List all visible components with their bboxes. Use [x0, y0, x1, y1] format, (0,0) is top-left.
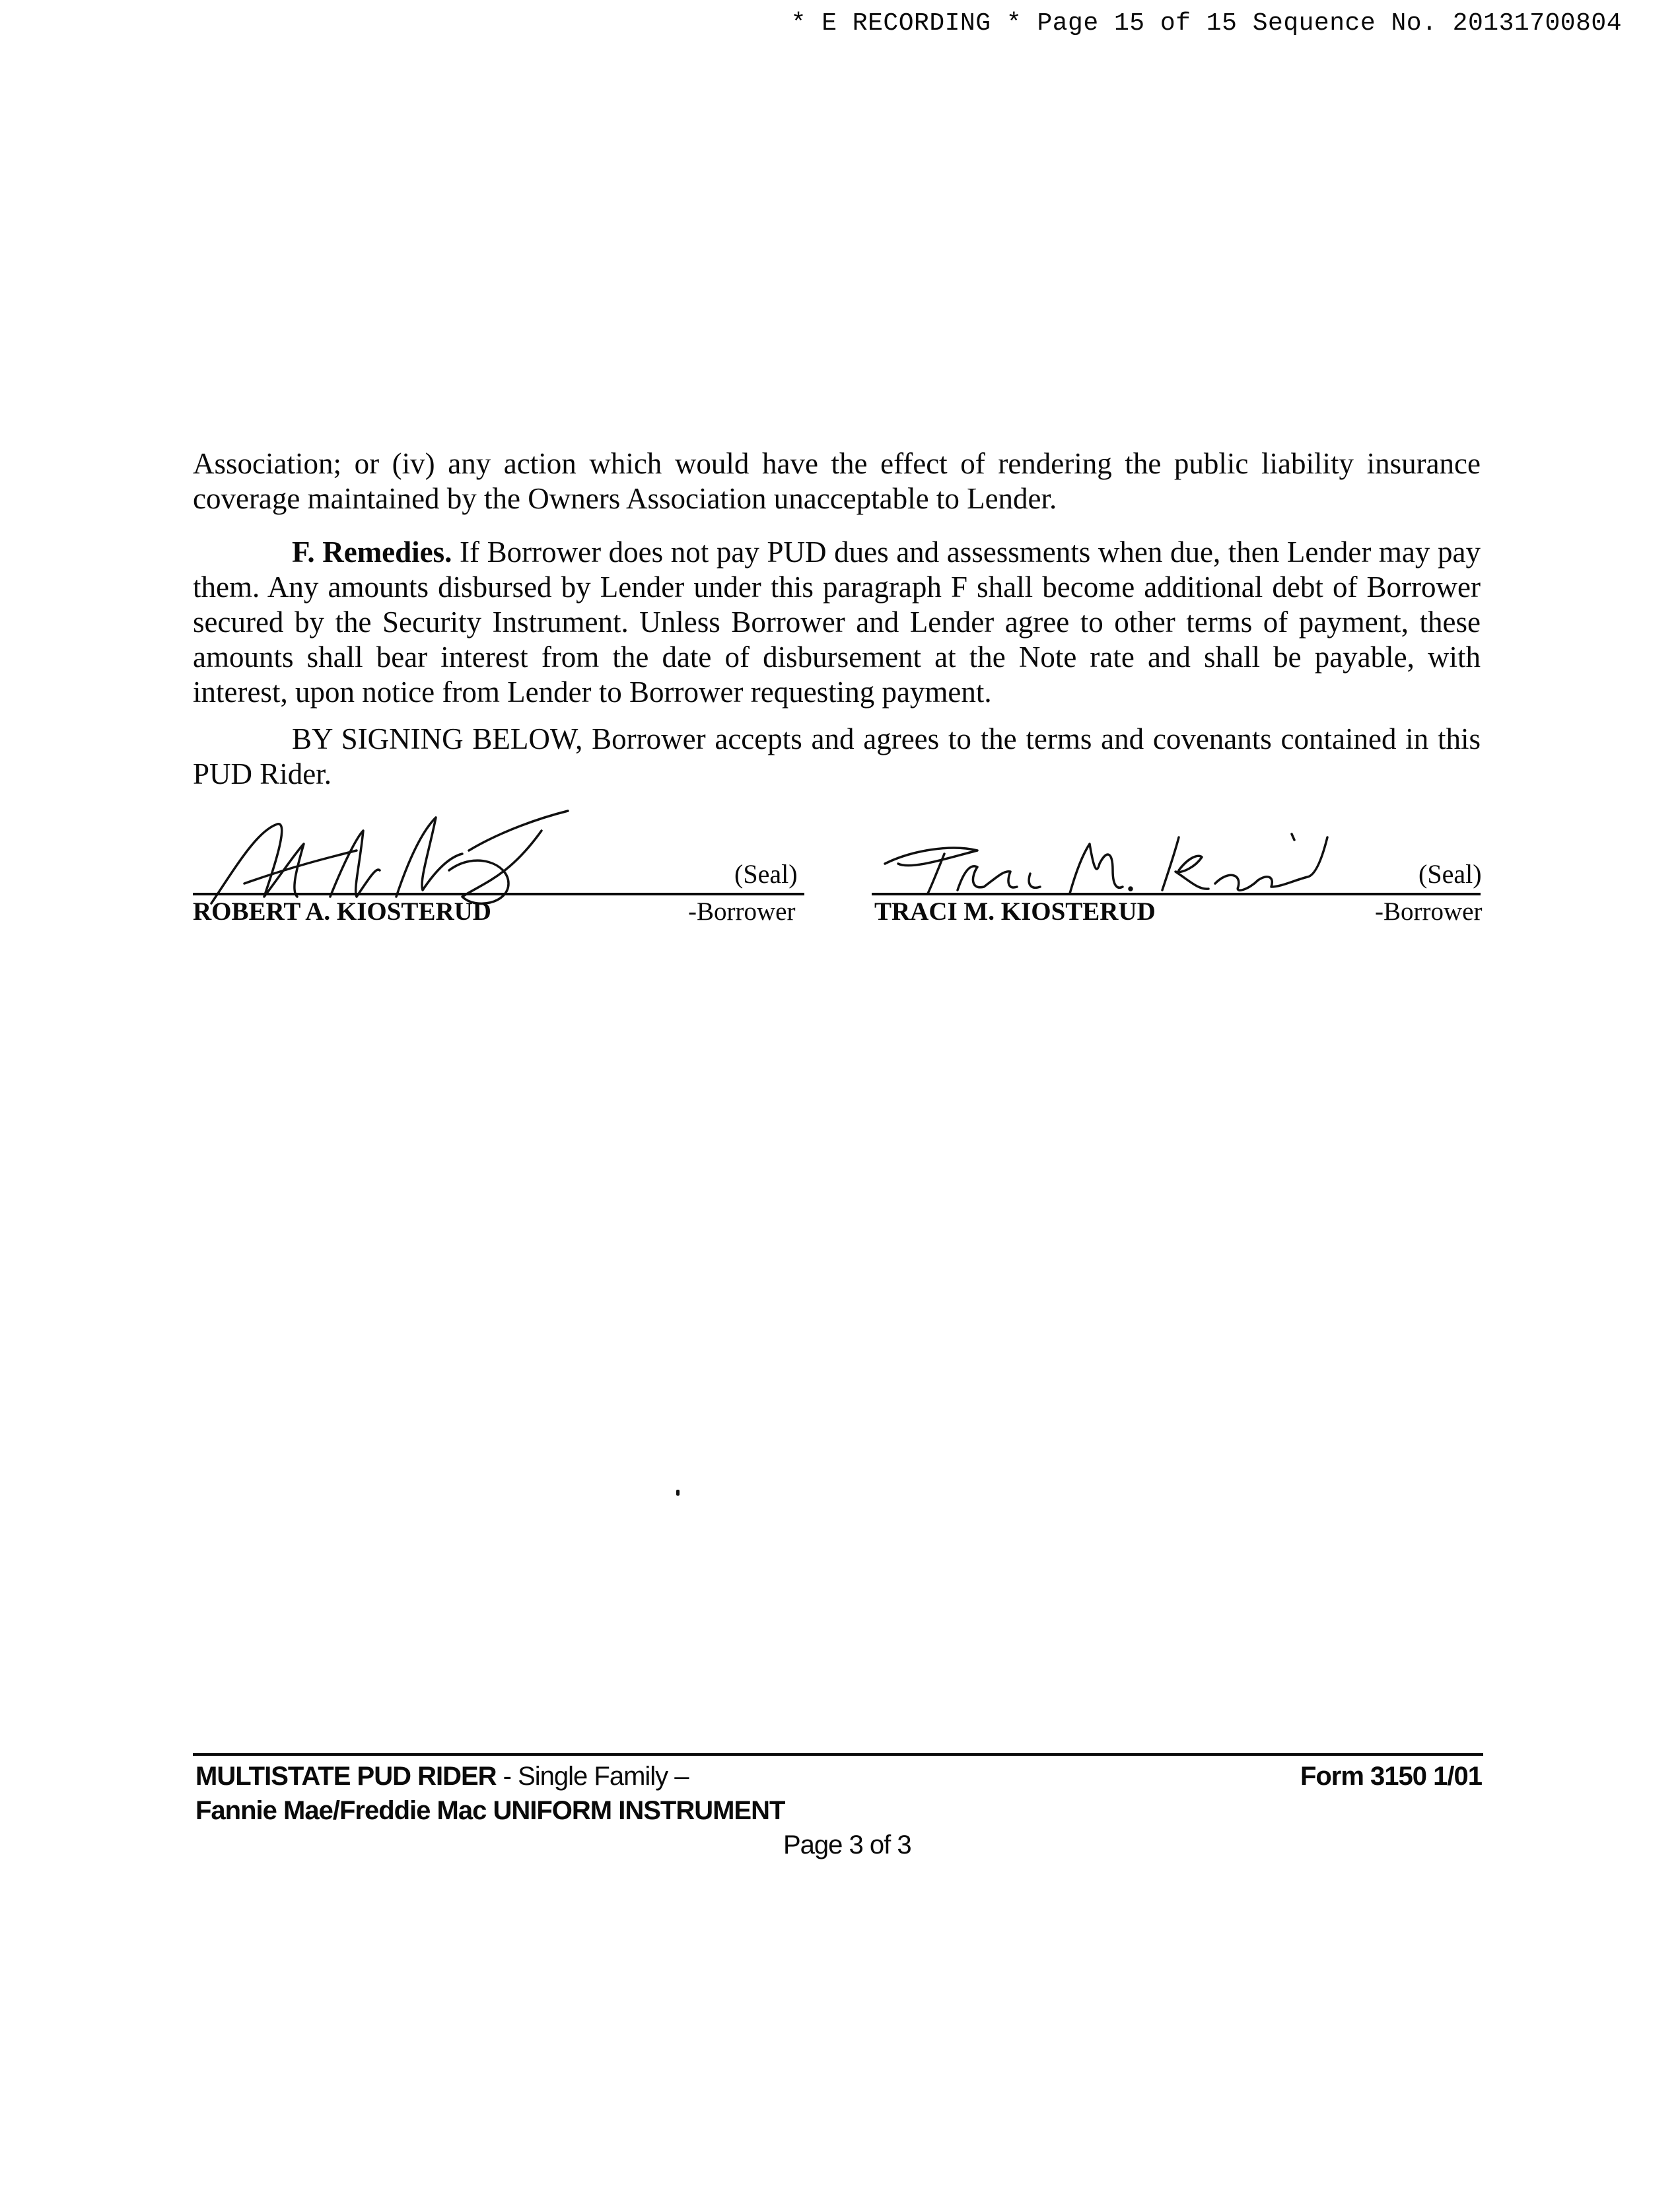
signature-line-right — [872, 893, 1481, 895]
footer-rule — [193, 1753, 1483, 1756]
remedies-heading: F. Remedies. — [292, 536, 452, 569]
seal-label-right: (Seal) — [1418, 859, 1482, 889]
borrower-name-left: ROBERT A. KIOSTERUD — [193, 897, 491, 926]
footer-subtitle: Fannie Mae/Freddie Mac UNIFORM INSTRUMENT — [195, 1796, 785, 1825]
handwritten-signature-right — [872, 824, 1347, 903]
footer-title-regular: - Single Family – — [496, 1762, 689, 1791]
paragraph-association: Association; or (iv) any action which would have the effect of rendering the public liability insurance coverage maintained by the Owners Association unacceptable to Lender. — [193, 447, 1481, 515]
paragraph-remedies — [193, 535, 1481, 710]
signature-line-left — [193, 893, 804, 895]
footer-title-bold: MULTISTATE PUD RIDER — [195, 1762, 497, 1791]
remedies-text: If Borrower does not pay PUD dues and assessments when due, then Lender may pay them. Any amounts disbursed by Lender under this paragraph F shall become additional debt of Borrower secured by the Security Instrument. Unless Borrower and Lender agree to other terms of payment, these amounts shall bear interest from the date of disbursement at the Note rate and shall be payable, with interest, upon notice from Lender to Borrower requesting payment. — [193, 536, 1481, 709]
paragraph-signing: BY SIGNING BELOW, Borrower accepts and agrees to the terms and covenants contained in this PUD Rider. — [193, 722, 1481, 790]
page-number: Page 3 of 3 — [783, 1830, 911, 1859]
footer-title — [195, 1762, 689, 1791]
borrower-name-right: TRACI M. KIOSTERUD — [874, 897, 1156, 926]
stray-ink-mark — [676, 1490, 680, 1496]
form-number: Form 3150 1/01 — [1300, 1762, 1482, 1791]
borrower-role-left: -Borrower — [688, 897, 796, 926]
borrower-role-right: -Borrower — [1375, 897, 1483, 926]
recording-header: * E RECORDING * Page 15 of 15 Sequence No. 20131700804 — [790, 9, 1622, 38]
seal-label-left: (Seal) — [734, 859, 798, 889]
